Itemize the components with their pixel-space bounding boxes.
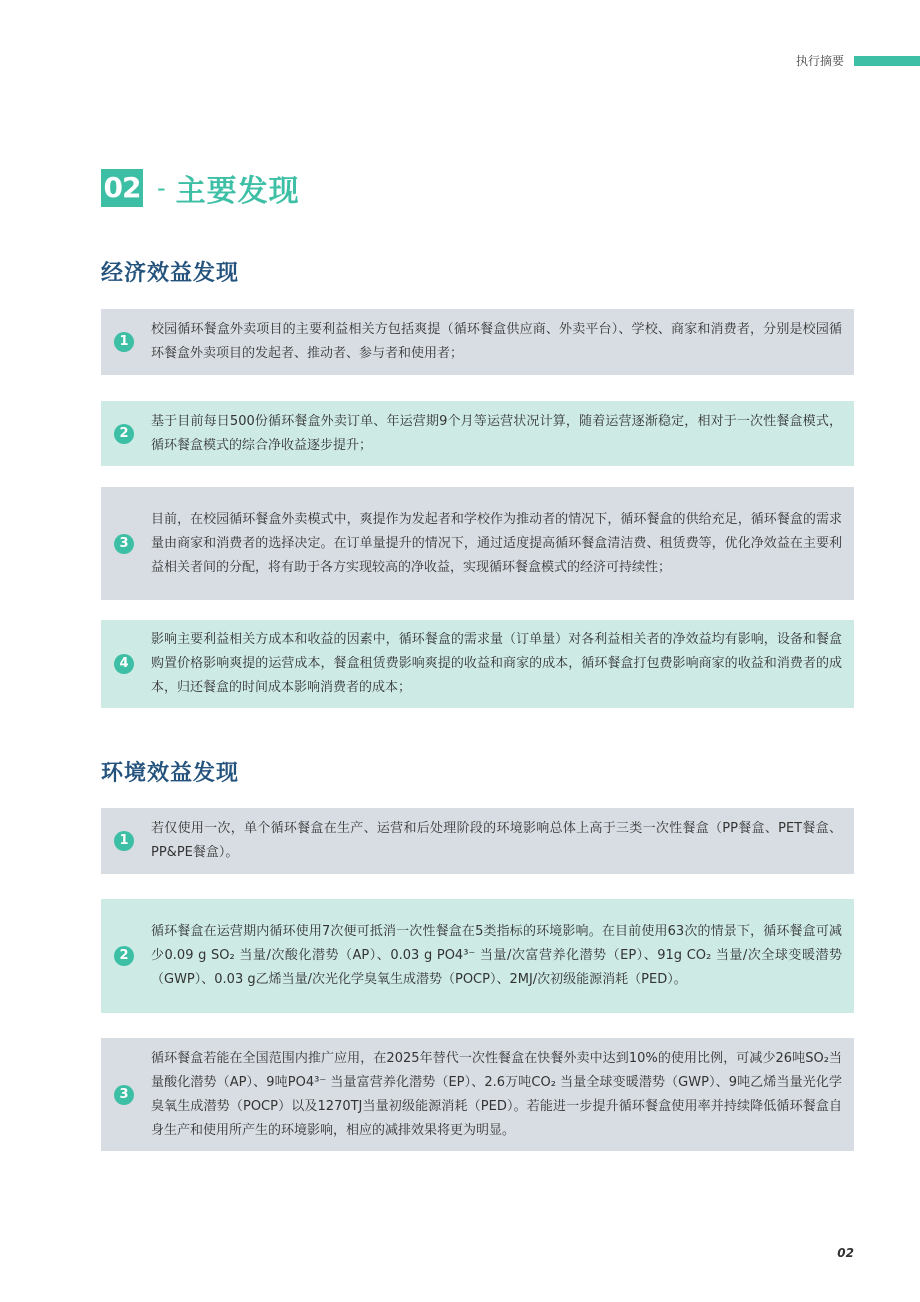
section-title-text: 主要发现 xyxy=(175,174,300,209)
environment-finding-1 xyxy=(101,808,854,874)
finding-text: 目前，在校园循环餐盒外卖模式中，爽提作为发起者和学校作为推动者的情况下，循环餐盒的供给充足，循环餐盒的需求量由商家和消费者的选择决定。在订单量提升的情况下，通过适度提高循环餐盒清洁费、租赁费等，优化净效益在主要利益相关者间的分配，将有助于各方实现较高的净收益，实现循环餐盒模式的经济可持续性； xyxy=(151,511,842,575)
section-number-badge: 02 xyxy=(101,169,143,207)
section-title-dash: - xyxy=(157,174,166,202)
environment-heading: 环境效益发现 xyxy=(101,761,240,786)
number-circle-icon: 2 xyxy=(114,946,134,966)
number-circle-icon: 3 xyxy=(114,1085,134,1105)
number-circle-icon: 1 xyxy=(114,332,134,352)
finding-text: 循环餐盒若能在全国范围内推广应用，在2025年替代一次性餐盒在快餐外卖中达到10%的使用比例，可减少26吨SO₂当量酸化潜势（AP）、9吨PO4³⁻ 当量富营养化潜势（EP）、2.6万吨CO₂ 当量全球变暖潜势（GWP）、9吨乙烯当量光化学臭氧生成潜势（POCP）以及1270TJ当量初级能源消耗（PED）。若能进一步提升循环餐盒使用率并持续降低循环餐盒自身生产和使用所产生的环境影响，相应的减排效果将更为明显。 xyxy=(151,1050,842,1138)
running-header xyxy=(796,52,920,69)
section-title xyxy=(101,166,300,210)
header-accent-bar xyxy=(854,56,920,66)
finding-text: 循环餐盒在运营期内循环使用7次便可抵消一次性餐盒在5类指标的环境影响。在目前使用63次的情景下，循环餐盒可减少0.09 g SO₂ 当量/次酸化潜势（AP）、0.03 g PO4³⁻ 当量/次富营养化潜势（EP）、91g CO₂ 当量/次全球变暖潜势（GWP）、0.03 g乙烯当量/次光化学臭氧生成潜势（POCP）、2MJ/次初级能源消耗（PED）。 xyxy=(151,924,842,987)
header-label: 执行摘要 xyxy=(795,54,844,68)
finding-text: 基于目前每日500份循环餐盒外卖订单、年运营期9个月等运营状况计算，随着运营逐渐稳定，相对于一次性餐盒模式，循环餐盒模式的综合净收益逐步提升； xyxy=(151,413,842,453)
finding-text: 校园循环餐盒外卖项目的主要利益相关方包括爽提（循环餐盒供应商、外卖平台）、学校、商家和消费者，分别是校园循环餐盒外卖项目的发起者、推动者、参与者和使用者； xyxy=(151,322,842,361)
economic-finding-4 xyxy=(101,620,854,708)
finding-text: 若仅使用一次，单个循环餐盒在生产、运营和后处理阶段的环境影响总体上高于三类一次性餐盒（PP餐盒、PET餐盒、PP&PE餐盒）。 xyxy=(151,821,842,860)
finding-text: 影响主要利益相关方成本和收益的因素中，循环餐盒的需求量（订单量）对各利益相关者的净效益均有影响，设备和餐盒购置价格影响爽提的运营成本，餐盒租赁费影响爽提的收益和商家的成本，循环餐盒打包费影响商家的收益和消费者的成本，归还餐盒的时间成本影响消费者的成本； xyxy=(151,632,842,695)
economic-finding-2 xyxy=(101,401,854,466)
page-number: 02 xyxy=(837,1246,854,1260)
economic-heading: 经济效益发现 xyxy=(101,261,240,286)
economic-finding-1 xyxy=(101,309,854,375)
environment-finding-3 xyxy=(101,1038,854,1151)
environment-finding-2 xyxy=(101,899,854,1013)
number-circle-icon: 1 xyxy=(114,831,134,851)
economic-finding-3 xyxy=(101,487,854,600)
number-circle-icon: 4 xyxy=(114,654,134,674)
number-circle-icon: 2 xyxy=(114,424,134,444)
number-circle-icon: 3 xyxy=(114,534,134,554)
